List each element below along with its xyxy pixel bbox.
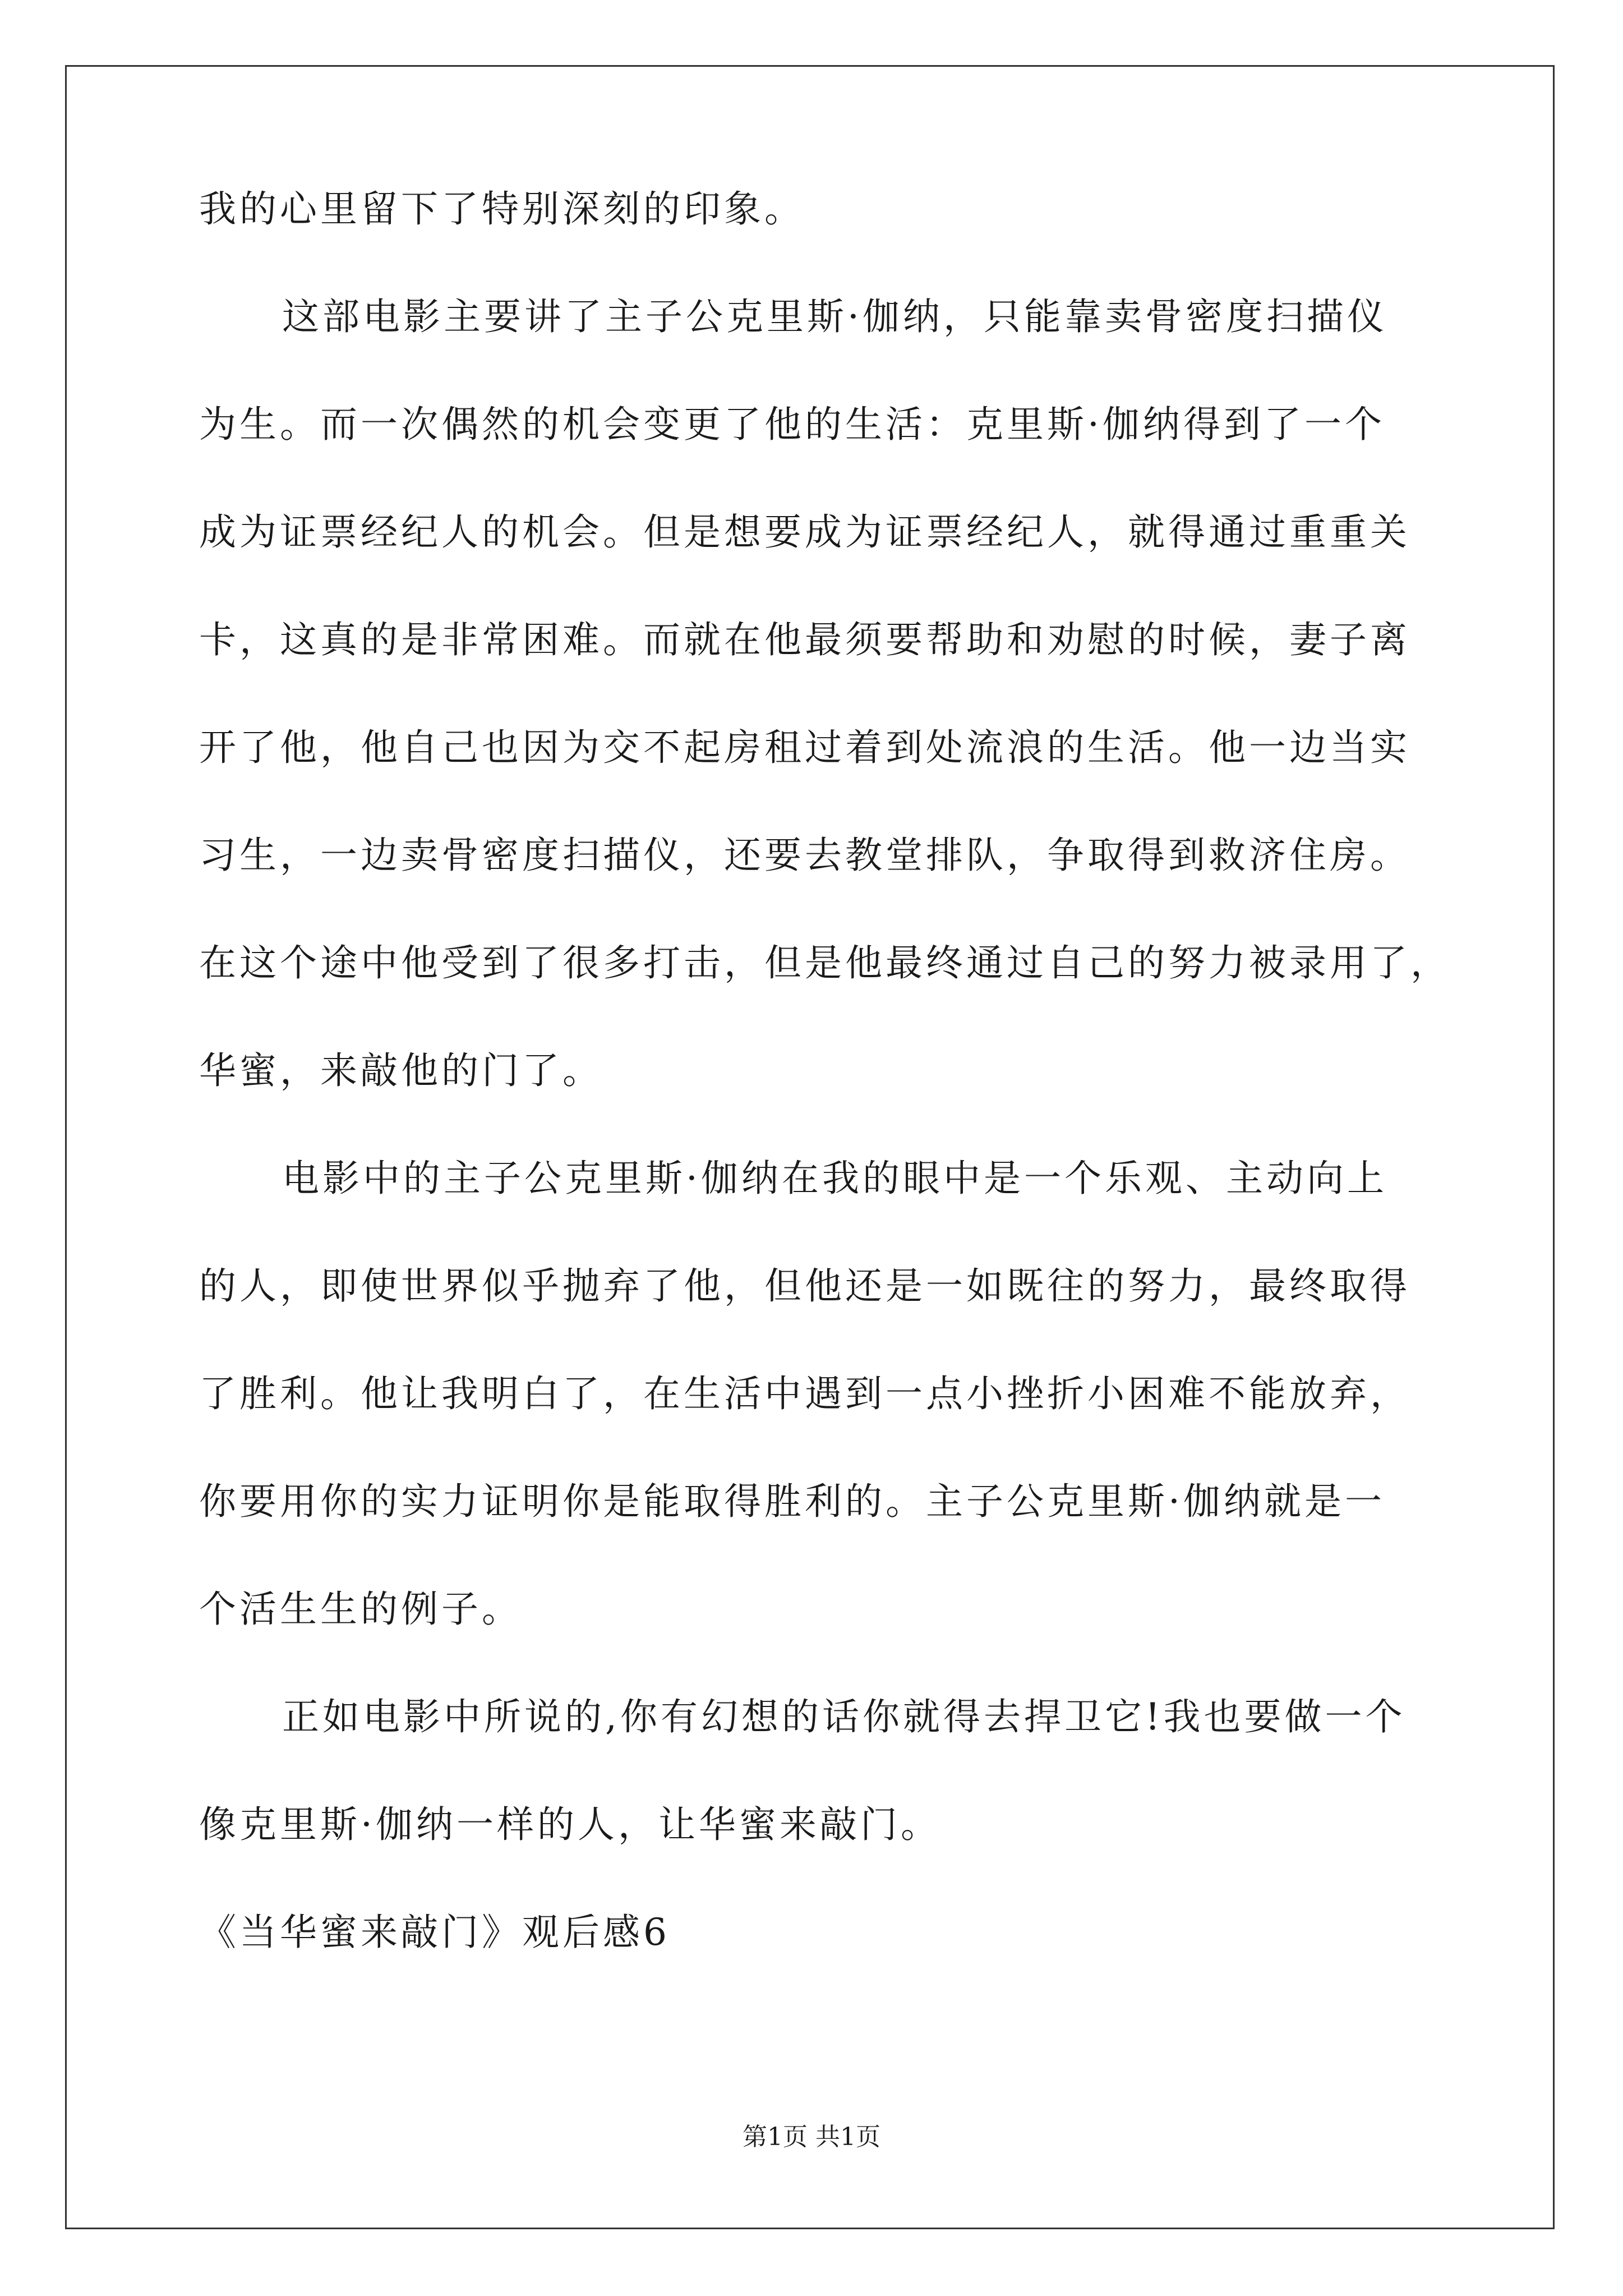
- text-line: 为生。而一次偶然的机会变更了他的生活：克里斯·伽纳得到了一个: [199, 403, 1385, 446]
- text-line: 卡，这真的是非常困难。而就在他最须要帮助和劝慰的时候，妻子离: [199, 618, 1410, 661]
- text-line: 你要用你的实力证明你是能取得胜利的。主子公克里斯·伽纳就是一: [199, 1480, 1385, 1523]
- text-line: 个活生生的例子。: [199, 1588, 522, 1631]
- paragraph-start-line: 正如电影中所说的,你有幻想的话你就得去捍卫它!我也要做一个: [282, 1695, 1406, 1738]
- text-line: 华蜜，来敲他的门了。: [199, 1049, 603, 1092]
- text-line: 像克里斯·伽纳一样的人，让华蜜来敲门。: [199, 1803, 941, 1846]
- paragraph-start-line: 这部电影主要讲了主子公克里斯·伽纳，只能靠卖骨密度扫描仪: [282, 295, 1387, 338]
- page-border: [65, 65, 1555, 2229]
- text-line: 了胜利。他让我明白了，在生活中遇到一点小挫折小困难不能放弃，: [199, 1372, 1410, 1415]
- page-footer: 第1页 共1页: [743, 2123, 880, 2151]
- text-line: 开了他，他自己也因为交不起房租过着到处流浪的生活。他一边当实: [199, 726, 1410, 769]
- text-line: 习生，一边卖骨密度扫描仪，还要去教堂排队，争取得到救济住房。: [199, 834, 1410, 877]
- section-heading: 《当华蜜来敲门》观后感6: [199, 1911, 670, 1954]
- text-line: 成为证票经纪人的机会。但是想要成为证票经纪人，就得通过重重关: [199, 510, 1410, 554]
- paragraph-start-line: 电影中的主子公克里斯·伽纳在我的眼中是一个乐观、主动向上: [282, 1157, 1387, 1200]
- text-line: 我的心里留下了特别深刻的印象。: [199, 187, 805, 231]
- text-line: 在这个途中他受到了很多打击，但是他最终通过自己的努力被录用了，: [199, 941, 1451, 984]
- text-line: 的人，即使世界似乎抛弃了他，但他还是一如既往的努力，最终取得: [199, 1264, 1410, 1308]
